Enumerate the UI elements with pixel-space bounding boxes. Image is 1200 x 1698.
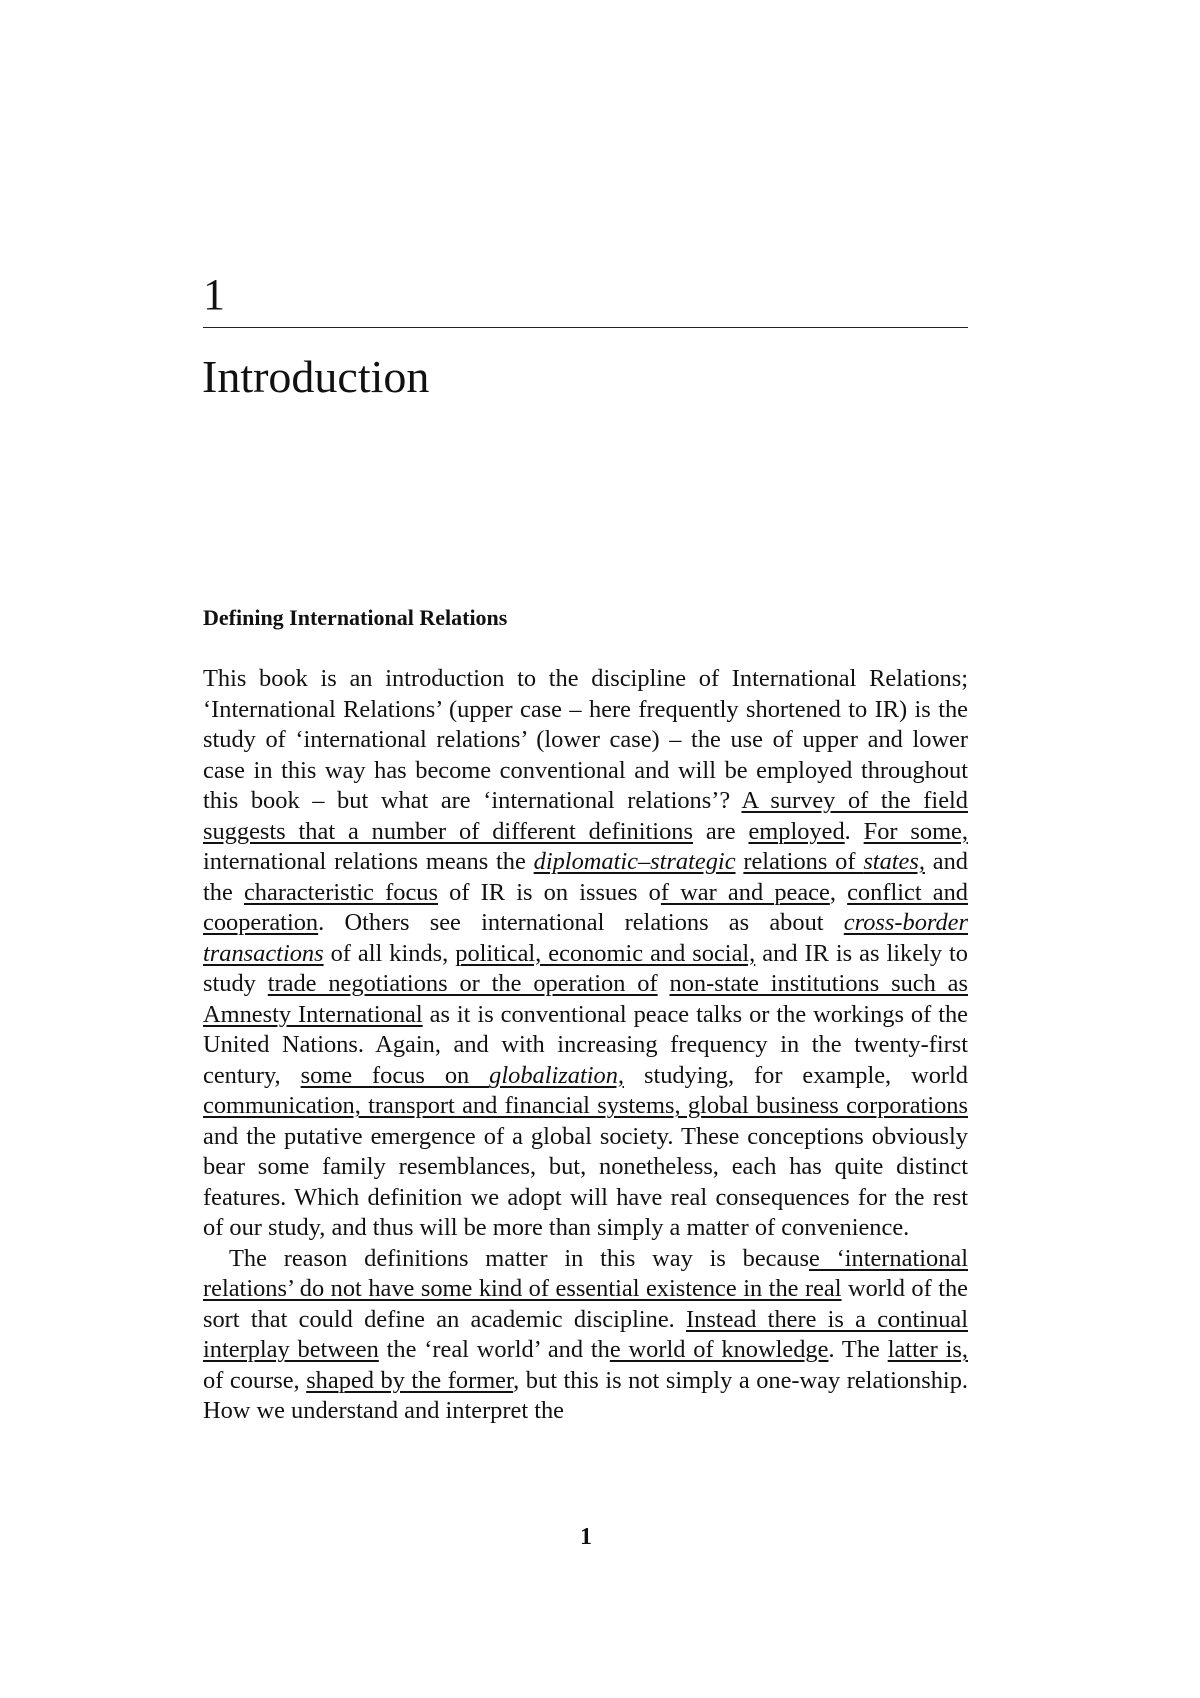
text-run: The reason definitions matter in this way is becaus: [229, 1244, 809, 1272]
underlined-text: relations of: [743, 848, 864, 875]
text-run: [658, 970, 670, 997]
underlined-text: A survey of the field suggests that a number of different definitions: [203, 787, 969, 845]
underlined-text: diplomatic–strategic: [533, 848, 736, 875]
underlined-text: For some,: [863, 817, 968, 845]
text-run: This book is an introduction to the discipline of International Relations; ‘International Relations’ (upper case – here frequently shortened to IR) is the study of ‘international relations’ (lower case) – the use of upper and lower case in this way has become conventional and will be employed throughout this book – but what are ‘international relations’?: [203, 665, 968, 814]
text-run: and the: [203, 848, 969, 906]
underlined-text: e world of knowledge: [609, 1336, 829, 1363]
text-run: the ‘real world’ and th: [378, 1336, 610, 1363]
chapter-number: 1: [203, 270, 225, 319]
text-run: of all kinds,: [323, 939, 456, 967]
text-run: studying, for example, world: [624, 1061, 968, 1089]
page-number: 1: [580, 1524, 592, 1550]
underlined-text: conflict and cooperation: [203, 878, 968, 936]
underlined-text: trade negotiations or the operation of: [267, 970, 658, 997]
text-run: world of the sort that could define an academic discipline.: [203, 1275, 969, 1333]
underlined-text: some focus on: [300, 1061, 490, 1089]
text-run: . Others see international relations as about: [318, 909, 844, 936]
underlined-text: political, economic and social,: [455, 939, 756, 967]
text-run: as it is conventional peace talks or the workings of the United Nations. Again, and with increasing frequency in the twenty-first century,: [203, 1000, 968, 1089]
text-run: of course,: [203, 1366, 307, 1394]
underlined-text: characteristic focus: [243, 878, 438, 906]
underlined-text: states,: [863, 848, 925, 875]
body-text: [203, 664, 968, 1427]
underlined-text: employed: [748, 817, 845, 845]
paragraph: [203, 1244, 968, 1427]
underlined-text: globalization,: [489, 1061, 625, 1089]
text-run: . The: [828, 1336, 888, 1363]
text-run: and the putative emergence of a global society. These conceptions obviously bear some family resemblances, but, nonetheless, each has quite distinct features. Which definition we adopt will have real consequences for the rest of our study, and thus will be more than simply a matter of convenience.: [203, 1122, 968, 1241]
text-run: international relations means the: [203, 848, 534, 875]
paragraph: [203, 664, 968, 1244]
underlined-text: Instead there is a continual interplay between: [203, 1305, 968, 1363]
underlined-text: f war and peace: [660, 878, 830, 906]
text-run: .: [844, 817, 864, 845]
chapter-title: Introduction: [202, 351, 430, 402]
text-run: and IR is as likely to study: [203, 939, 968, 997]
chapter-rule: [203, 327, 968, 328]
text-run: are: [692, 817, 749, 845]
underlined-text: non-state institutions such as Amnesty International: [203, 970, 968, 1028]
underlined-text: latter is,: [887, 1336, 968, 1363]
underlined-text: shaped by the former: [306, 1366, 514, 1394]
underlined-text: communication, transport and financial systems, global business corporations: [203, 1092, 968, 1119]
underlined-text: e ‘international relations’ do not have some kind of essential existence in the real: [203, 1244, 968, 1302]
section-heading: Defining International Relations: [203, 605, 508, 630]
text-run: ,: [829, 878, 848, 906]
text-run: , but this is not simply a one-way relationship. How we understand and interpret the: [203, 1366, 968, 1424]
underlined-text: cross-border transactions: [203, 909, 968, 967]
text-run: of IR is on issues o: [437, 878, 661, 906]
